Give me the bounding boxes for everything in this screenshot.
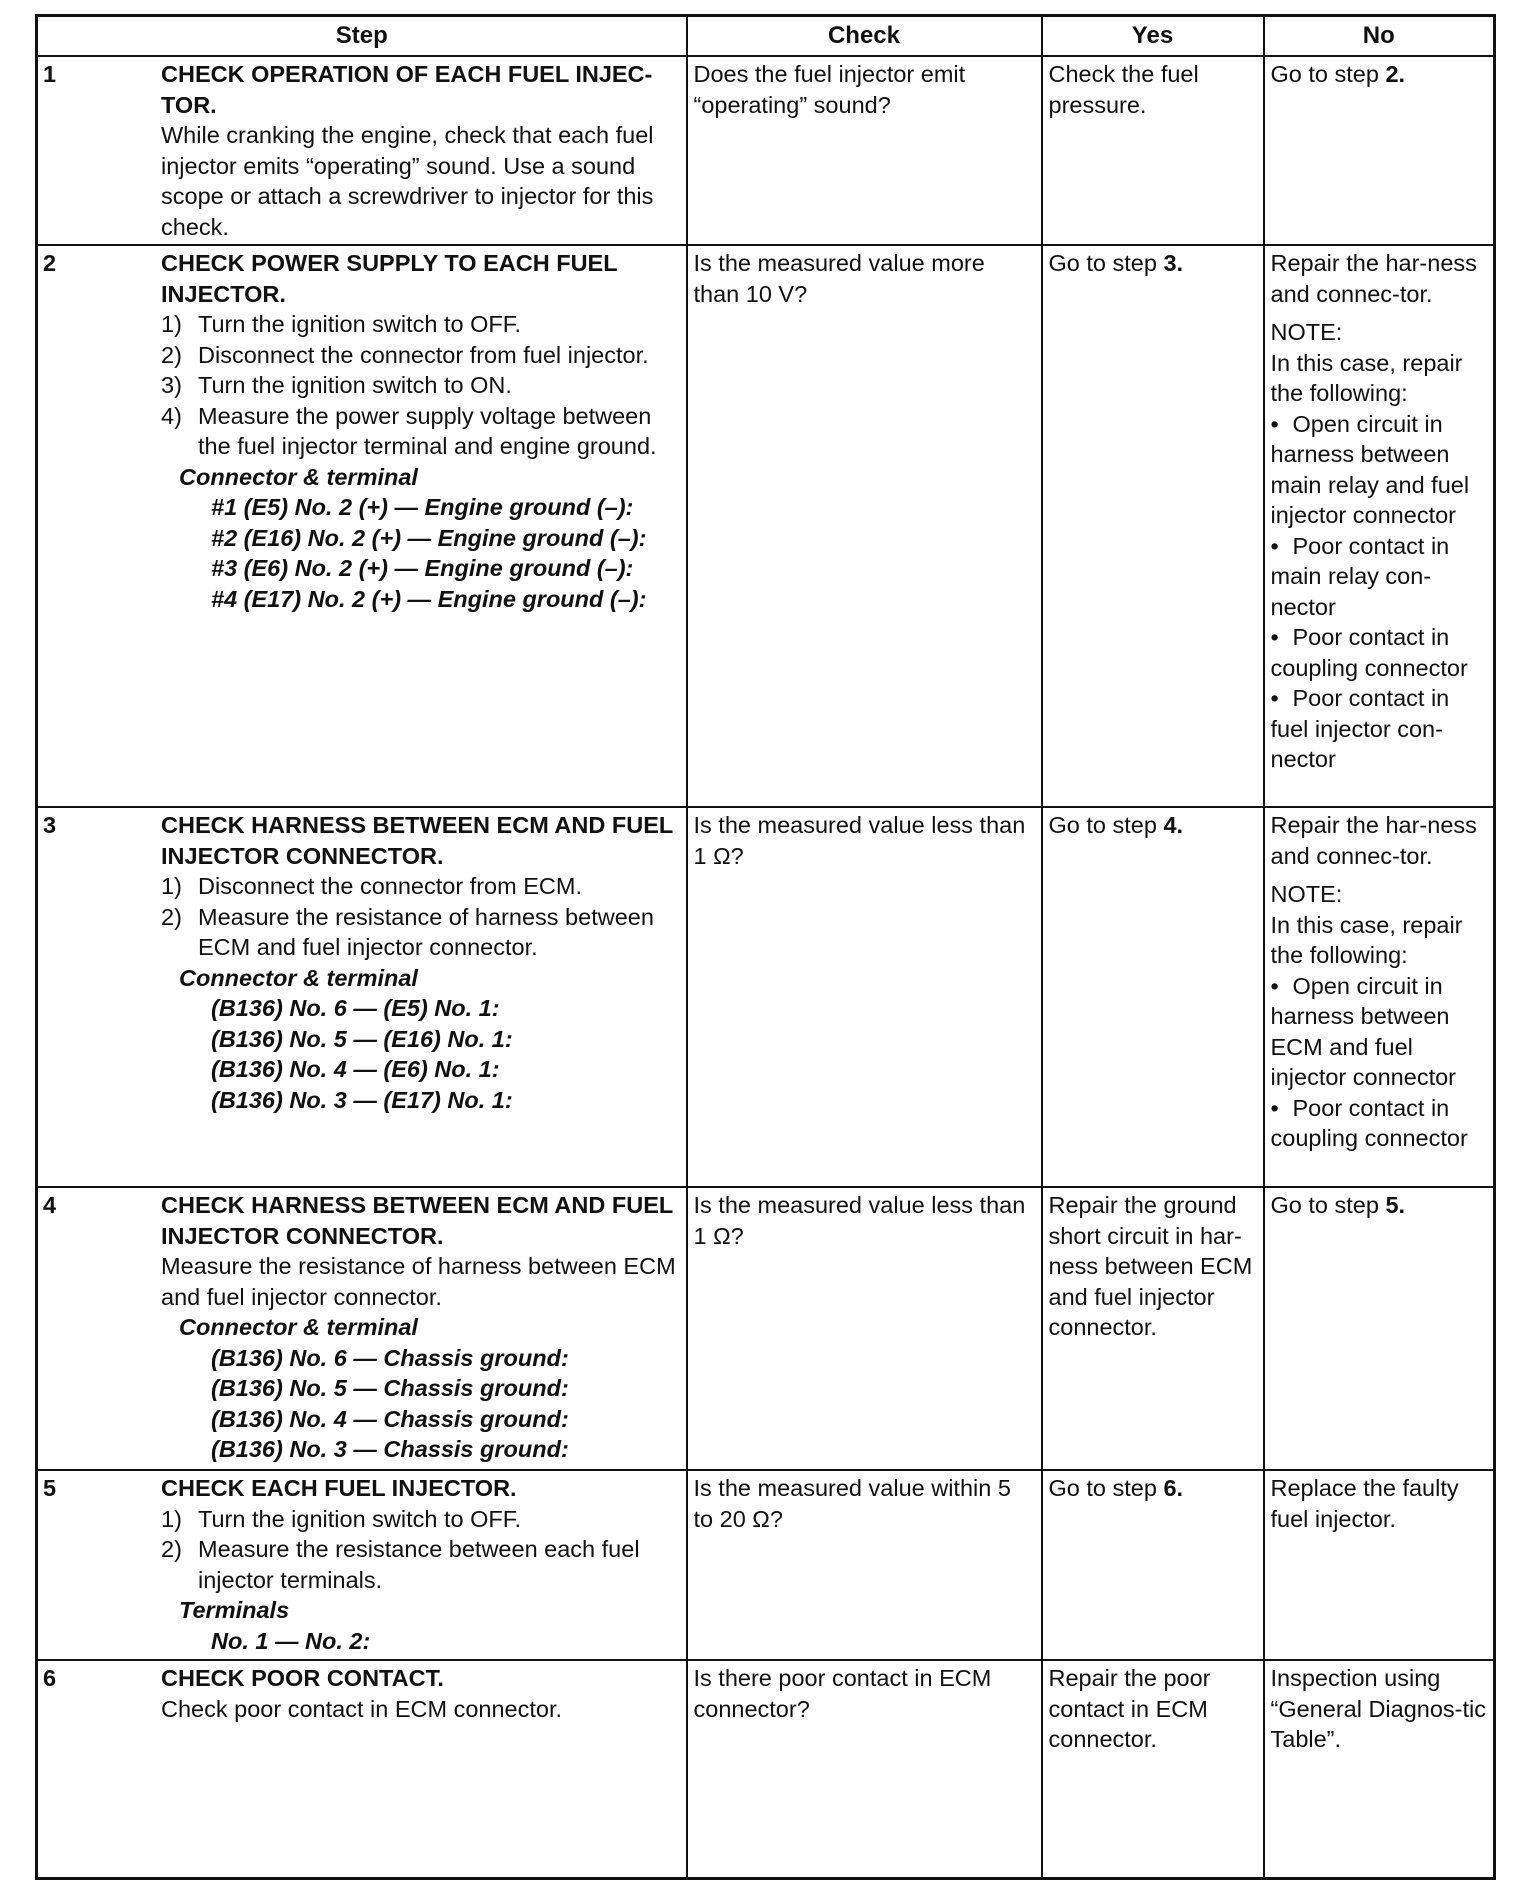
connector-item: (B136) No. 6 — Chassis ground: <box>211 1344 569 1371</box>
table-row <box>37 56 1495 245</box>
procedure-text: Turn the ignition switch to ON. <box>198 372 512 398</box>
procedure-index: 3) <box>161 372 182 398</box>
check-cell: Is the measured value less than 1 Ω? <box>687 807 1042 1187</box>
step-number: 6 <box>43 1665 57 1691</box>
bullet-item <box>1271 531 1488 623</box>
bullet-item <box>1271 1093 1488 1154</box>
connector-item: #4 (E17) No. 2 (+) — Engine ground (–): <box>211 585 647 612</box>
no-suffix: . <box>1398 61 1406 87</box>
procedure-list <box>161 309 680 462</box>
procedure-index: 4) <box>161 402 182 429</box>
bullet-text: Open circuit in harness between main relay and fuel injector connector <box>1270 410 1470 528</box>
bullet-text: Poor contact in coupling connector <box>1270 1094 1468 1151</box>
yes-cell <box>1042 245 1264 807</box>
step-title: CHECK POOR CONTACT. <box>161 1665 444 1691</box>
bullet-item <box>1271 683 1488 775</box>
connector-item: (B136) No. 3 — Chassis ground: <box>211 1436 569 1462</box>
terminals-heading: Terminals <box>179 1597 290 1623</box>
step-number: 5 <box>43 1475 57 1501</box>
note-text: In this case, repair the following: <box>1270 349 1463 406</box>
procedure-text: Measure the power supply voltage between the fuel injector terminal and engine ground. <box>198 402 657 459</box>
terminal-item: No. 1 — No. 2: <box>211 1627 371 1654</box>
procedure-item <box>161 370 680 401</box>
step-number: 4 <box>43 1192 57 1218</box>
yes-cell: Check the fuel pressure. <box>1042 56 1264 245</box>
check-cell: Is the measured value within 5 to 20 Ω? <box>687 1470 1042 1660</box>
bullet-icon: • <box>1270 685 1279 711</box>
procedure-item <box>161 871 680 902</box>
procedure-index: 2) <box>161 1536 182 1562</box>
yes-text: Go to step <box>1048 812 1164 838</box>
bullet-icon: • <box>1270 532 1279 559</box>
no-cell: Inspection using “General Diagnos-tic Table”. <box>1264 1660 1495 1878</box>
procedure-item <box>161 340 680 371</box>
connector-item: (B136) No. 3 — (E17) No. 1: <box>211 1086 513 1113</box>
step-body: Check poor contact in ECM connector. <box>161 1695 563 1722</box>
no-cell <box>1264 245 1495 807</box>
check-cell: Is the measured value more than 10 V? <box>687 245 1042 807</box>
step-cell <box>37 56 687 245</box>
yes-cell: Repair the ground short circuit in har-ness between ECM and fuel injector connector. <box>1042 1187 1264 1470</box>
procedure-text: Measure the resistance between each fuel injector terminals. <box>198 1536 640 1593</box>
bullet-text: Open circuit in harness between ECM and fuel injector connector <box>1270 972 1456 1090</box>
note-text: In this case, repair the following: <box>1270 911 1463 968</box>
header-step: Step <box>37 16 687 57</box>
procedure-list <box>161 1504 680 1596</box>
connector-item: (B136) No. 6 — (E5) No. 1: <box>211 995 500 1021</box>
yes-text: Go to step <box>1048 250 1164 276</box>
procedure-index: 2) <box>161 903 182 930</box>
procedure-item <box>161 1504 680 1535</box>
yes-cell <box>1042 1470 1264 1660</box>
yes-step-ref: 6 <box>1163 1475 1177 1501</box>
yes-suffix: . <box>1176 1475 1184 1501</box>
step-cell <box>37 1187 687 1470</box>
no-step-ref: 5 <box>1385 1192 1399 1218</box>
yes-cell <box>1042 807 1264 1187</box>
connector-item: #3 (E6) No. 2 (+) — Engine ground (–): <box>211 555 634 581</box>
yes-cell: Repair the poor contact in ECM connector. <box>1042 1660 1264 1878</box>
table-row <box>37 1470 1495 1660</box>
procedure-index: 1) <box>161 311 182 337</box>
procedure-text: Disconnect the connector from ECM. <box>198 873 582 899</box>
check-cell: Is the measured value less than 1 Ω? <box>687 1187 1042 1470</box>
header-no: No <box>1264 16 1495 57</box>
check-cell: Does the fuel injector emit “operating” sound? <box>687 56 1042 245</box>
no-cell <box>1264 807 1495 1187</box>
no-cell: Replace the faulty fuel injector. <box>1264 1470 1495 1660</box>
bullet-item <box>1271 409 1488 531</box>
yes-step-ref: 4 <box>1163 812 1177 838</box>
yes-suffix: . <box>1176 250 1184 276</box>
table-row <box>37 245 1495 807</box>
bullet-icon: • <box>1270 1094 1279 1121</box>
step-title: CHECK EACH FUEL INJECTOR. <box>161 1475 517 1501</box>
procedure-index: 1) <box>161 1505 182 1532</box>
note-label: NOTE: <box>1270 319 1343 345</box>
bullet-item <box>1271 971 1488 1093</box>
step-cell <box>37 1470 687 1660</box>
bullet-icon: • <box>1270 410 1279 437</box>
step-number: 3 <box>43 812 57 838</box>
connector-heading: Connector & terminal <box>179 463 418 490</box>
no-main-text: Repair the har-ness and connec-tor. <box>1270 250 1477 307</box>
step-title: CHECK HARNESS BETWEEN ECM AND FUEL INJECTOR CONNECTOR. <box>161 1192 673 1249</box>
bullet-item <box>1271 622 1488 683</box>
table-row <box>37 807 1495 1187</box>
connector-item: (B136) No. 4 — (E6) No. 1: <box>211 1056 500 1082</box>
connector-heading: Connector & terminal <box>179 964 418 991</box>
step-cell <box>37 1660 687 1878</box>
step-cell <box>37 245 687 807</box>
no-cell <box>1264 56 1495 245</box>
table-row <box>37 1660 1495 1878</box>
procedure-list <box>161 871 680 963</box>
procedure-text: Turn the ignition switch to OFF. <box>198 311 522 337</box>
connector-item: (B136) No. 5 — Chassis ground: <box>211 1375 569 1401</box>
procedure-text: Measure the resistance of harness between ECM and fuel injector connector. <box>198 903 654 960</box>
connector-item: (B136) No. 4 — Chassis ground: <box>211 1405 569 1432</box>
connector-heading: Connector & terminal <box>179 1314 418 1340</box>
procedure-item <box>161 309 680 340</box>
step-number: 2 <box>43 250 57 276</box>
no-suffix: . <box>1398 1192 1406 1218</box>
diagnostic-table <box>35 14 1496 1880</box>
note-label: NOTE: <box>1270 881 1343 907</box>
bullet-text: Poor contact in coupling connector <box>1270 624 1468 681</box>
no-text: Go to step <box>1270 1192 1386 1218</box>
yes-step-ref: 3 <box>1163 250 1177 276</box>
procedure-index: 1) <box>161 873 182 899</box>
procedure-item <box>161 1534 680 1595</box>
step-body: While cranking the engine, check that each fuel injector emits “operating” sound. Use a sound scope or attach a screwdriver to injector for this check. <box>161 122 654 240</box>
step-body: Measure the resistance of harness between ECM and fuel injector connector. <box>161 1253 676 1310</box>
no-cell <box>1264 1187 1495 1470</box>
procedure-text: Disconnect the connector from fuel injector. <box>198 341 649 368</box>
yes-text: Go to step <box>1048 1475 1164 1501</box>
table-header-row <box>37 16 1495 57</box>
step-title: CHECK OPERATION OF EACH FUEL INJEC-TOR. <box>161 61 653 118</box>
step-number: 1 <box>43 61 57 87</box>
header-check: Check <box>687 16 1042 57</box>
procedure-item <box>161 902 680 963</box>
step-title: CHECK POWER SUPPLY TO EACH FUEL INJECTOR. <box>161 250 618 307</box>
connector-item: (B136) No. 5 — (E16) No. 1: <box>211 1025 513 1052</box>
step-title: CHECK HARNESS BETWEEN ECM AND FUEL INJECTOR CONNECTOR. <box>161 812 673 869</box>
connector-item: #1 (E5) No. 2 (+) — Engine ground (–): <box>211 494 634 520</box>
check-cell: Is there poor contact in ECM connector? <box>687 1660 1042 1878</box>
connector-item: #2 (E16) No. 2 (+) — Engine ground (–): <box>211 524 647 551</box>
table-row <box>37 1187 1495 1470</box>
bullet-text: Poor contact in main relay con-nector <box>1270 532 1450 620</box>
no-step-ref: 2 <box>1385 61 1399 87</box>
no-text: Go to step <box>1270 61 1386 87</box>
procedure-text: Turn the ignition switch to OFF. <box>198 1505 522 1532</box>
step-cell <box>37 807 687 1187</box>
bullet-text: Poor contact in fuel injector con-nector <box>1270 685 1450 772</box>
header-yes: Yes <box>1042 16 1264 57</box>
yes-suffix: . <box>1176 812 1184 838</box>
bullet-icon: • <box>1270 972 1279 999</box>
procedure-item <box>161 401 680 462</box>
procedure-index: 2) <box>161 341 182 368</box>
bullet-icon: • <box>1270 624 1279 650</box>
no-main-text: Repair the har-ness and connec-tor. <box>1270 812 1477 869</box>
